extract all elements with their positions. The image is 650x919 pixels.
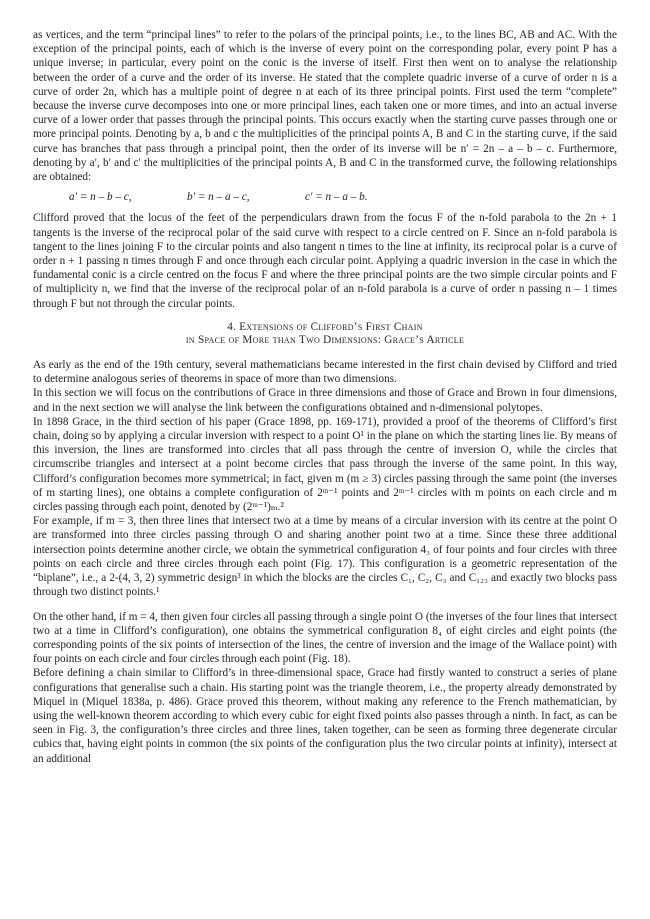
paragraph-example: For example, if m = 3, then three lines that intersect two at a time by means of a circular inversion with its centre at the point O are transformed into three circles passing through O and sharing another point two at a time. Since these three additional intersection points determine another circle, we obtain the symmetrical configuration 4₃ of four points and four circles with three points on each circle and three circles through each point (Fig. 17). This configuration is a geometric representation of the “biplane”, i.e., a 2-(4, 3, 2) symmetric design³ in which the blocks are the circles C₁, C₂, C₃ and C₁₂₃ and exactly two blocks pass through two distinct points.¹ — [33, 515, 617, 599]
equation-a-prime: a′ = n – b – c, — [69, 191, 132, 204]
paragraph-clifford: Clifford proved that the locus of the feet of the perpendiculars drawn from the focus F of the n-fold parabola to the 2n + 1 tangents is the inverse of the reciprocal polar of the said curve with respect to a circle centred on F. Since an n-fold parabola is tangent to the lines joining F to the circular points and also tangent n times to the line at infinity, its reciprocal polar is a curve of order n + 1 passing n times through F and once through each circular point. Applying a quadric inversion in the case in which the fundamental conic is a circle centred on the focus F and where the three principal points are the two simple circular points and F of multiplicity n, we find that the inverse of the reciprocal polar of an n-fold parabola is a curve of order n passing n – 1 times through F but not through the circular points. — [33, 212, 617, 310]
paragraph-section: In this section we will focus on the contributions of Grace in three dimensions and those of Grace and Brown in four dimensions, and in the next section we will analyse the link between the configurations obtained and n-dimensional polytopes. — [33, 387, 617, 414]
paragraph-before: Before defining a chain similar to Clifford’s in three-dimensional space, Grace had firstly wanted to construct a series of plane configurations that generalise such a chain. His starting point was the triangle theorem, i.e., the property already demonstrated by Miquel in (Miquel 1838a, p. 486). Grace proved this theorem, without making any reference to the French mathematician, by using the well-known theorem according to which every cubic for eight fixed points also passes through a ninth. In fact, as can be seen in Fig. 3, the configuration’s three circles and three lines, taken together, can be seen as forming three degenerate circular cubics that, having eight points in common (the six points of the configuration plus the two circular points at infinity), intersect at an additional — [33, 667, 617, 765]
equation-b-prime: b′ = n – a – c, — [187, 191, 250, 204]
section-heading-line-2: in Space of More than Two Dimensions: Grace’s Article — [185, 334, 465, 347]
paper-page — [33, 28, 617, 766]
equation-c-prime: c′ = n – a – b. — [305, 191, 368, 204]
equations-row — [33, 190, 617, 204]
paragraph-m4: On the other hand, if m = 4, then given four circles all passing through a single point O (the inverses of the four lines that intersect two at a time in Clifford’s configuration), one obtains the symmetrical configuration 8₄ of eight circles and eight points (the corresponding points of the six points of intersection of the lines, the centre of inversion and the image of the Wallace point) with four points on each circle and four circles through each point (Fig. 18). — [33, 610, 617, 666]
section-heading — [33, 321, 617, 348]
paragraph-1898: In 1898 Grace, in the third section of his paper (Grace 1898, pp. 169-171), provided a proof of the theorems of Clifford’s first chain, doing so by applying a circular inversion with respect to a point O¹ in the plane on which the starting lines lie. By means of this inversion, the lines are transformed into circles that all pass through the centre of inversion O, while the circles that circumscribe triangles and intersect at a point become circles that pass through the inverse of the same point. In this way, Clifford’s configuration becomes more symmetrical; in fact, given m (m ≥ 3) circles passing through the same point (the inverses of m starting lines), one obtains a complete configuration of 2ᵐ⁻¹ points and 2ᵐ⁻¹ circles with m points on each circle and m circles passing through each point, denoted by (2ᵐ⁻¹)ₘ.² — [33, 415, 617, 514]
section-heading-line-1: 4. Extensions of Clifford’s First Chain — [227, 320, 423, 333]
paragraph-early: As early as the end of the 19th century, several mathematicians became interested in the first chain devised by Clifford and tried to determine analogous series of theorems in space of more than two dimensions. — [33, 359, 617, 386]
paragraph-intro: as vertices, and the term “principal lines” to refer to the polars of the principal points, i.e., to the lines BC, AB and AC. With the exception of the principal points, each of which is the inverse of every point on the corresponding polar, every point P has a unique inverse; in particular, every point on the conic is the inverse of itself. First then went on to analyse the relationship between the order of a curve and the order of its inverse. He stated that the complete quadric inverse of a curve of order n is a curve of order 2n, which has a multiple point of degree n at each of its three principal points. First used the term “complete” because the inverse curve decomposes into one or more principal lines, each taken one or more times, and into an actual inverse curve of a lower order that passes through the principal points. This occurs exactly when the starting curve passes through one or more principal points. Denoting by a, b and c the multiplicities of the principal points A, B and C in the starting curve, if the said curve has branches that pass through a principal point, then the order of its inverse will be n′ = 2n – a – b – c. Furthermore, denoting by a′, b′ and c′ the multiplicities of the principal points A, B and C in the transformed curve, the following relationships are obtained: — [33, 29, 617, 184]
